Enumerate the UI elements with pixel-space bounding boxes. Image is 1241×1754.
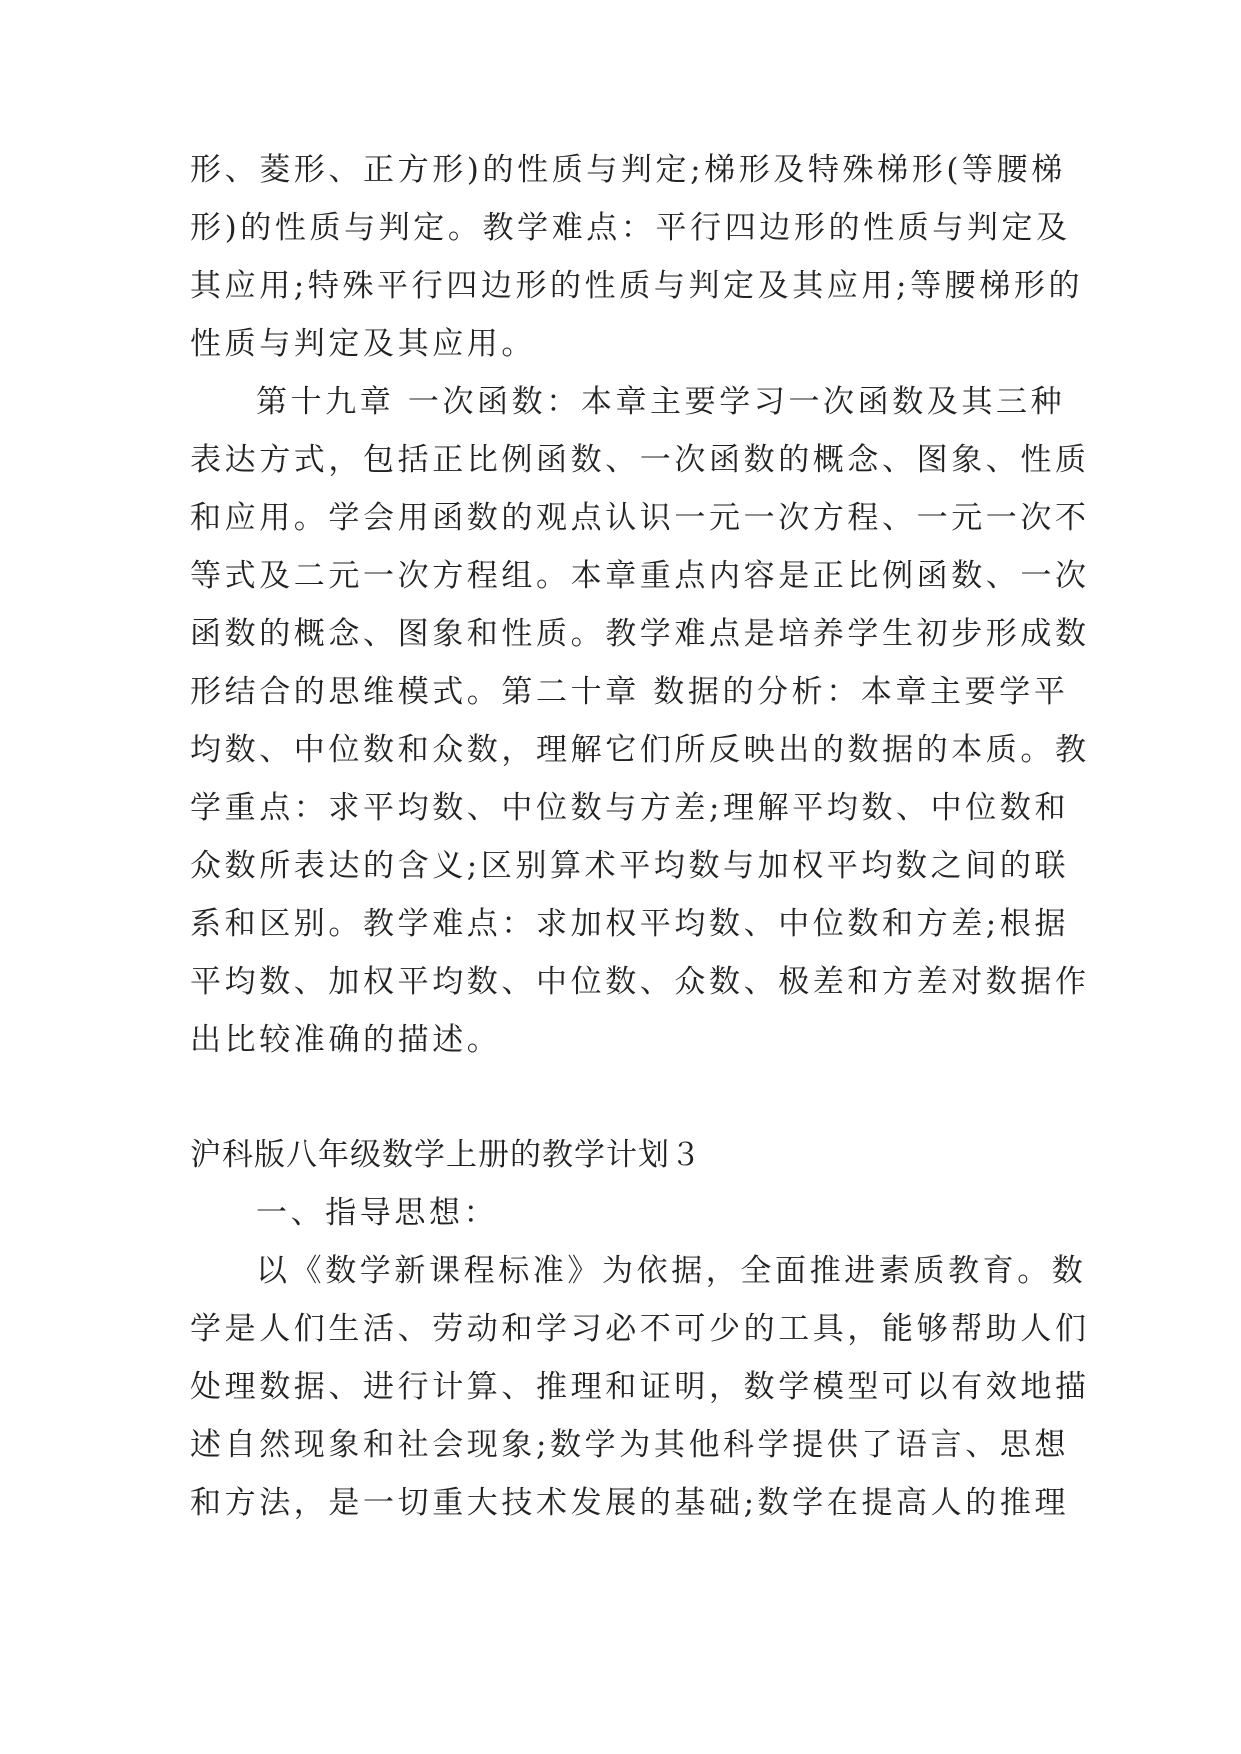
section-title: 沪科版八年级数学上册的教学计划３ <box>190 1137 702 1173</box>
paragraph-line: 众数所表达的含义;区别算术平均数与加权平均数之间的联 <box>190 848 1070 884</box>
subheading: 一、指导思想： <box>256 1195 499 1231</box>
paragraph-line: 系和区别。教学难点：求加权平均数、中位数和方差;根据 <box>190 906 1070 942</box>
paragraph-line: 述自然现象和社会现象;数学为其他科学提供了语言、思想 <box>190 1427 1070 1463</box>
paragraph-line: 形结合的思维模式。第二十章 数据的分析：本章主要学平 <box>190 674 1069 710</box>
paragraph-line: 其应用;特殊平行四边形的性质与判定及其应用;等腰梯形的 <box>190 268 1084 304</box>
paragraph-line: 和方法，是一切重大技术发展的基础;数学在提高人的推理 <box>190 1485 1070 1521</box>
paragraph-line: 形)的性质与判定。教学难点：平行四边形的性质与判定及 <box>190 210 1071 246</box>
paragraph-line: 性质与判定及其应用。 <box>190 326 536 362</box>
paragraph-line: 以《数学新课程标准》为依据，全面推进素质教育。数 <box>256 1253 1087 1289</box>
paragraph-line: 出比较准确的描述。 <box>190 1022 502 1058</box>
paragraph-line: 等式及二元一次方程组。本章重点内容是正比例函数、一次 <box>190 558 1090 594</box>
paragraph-line: 学是人们生活、劳动和学习必不可少的工具，能够帮助人们 <box>190 1311 1090 1347</box>
paragraph-line: 形、菱形、正方形)的性质与判定;梯形及特殊梯形(等腰梯 <box>190 152 1066 188</box>
paragraph-line: 处理数据、进行计算、推理和证明，数学模型可以有效地描 <box>190 1369 1090 1405</box>
paragraph-line: 学重点：求平均数、中位数与方差;理解平均数、中位数和 <box>190 790 1070 826</box>
paragraph-line: 均数、中位数和众数，理解它们所反映出的数据的本质。教 <box>190 732 1090 768</box>
paragraph-line: 函数的概念、图象和性质。教学难点是培养学生初步形成数 <box>190 616 1090 652</box>
paragraph-line: 第十九章 一次函数：本章主要学习一次函数及其三种 <box>256 384 1066 420</box>
paragraph-line: 平均数、加权平均数、中位数、众数、极差和方差对数据作 <box>190 964 1090 1000</box>
paragraph-line: 表达方式，包括正比例函数、一次函数的概念、图象、性质 <box>190 442 1090 478</box>
paragraph-line: 和应用。学会用函数的观点认识一元一次方程、一元一次不 <box>190 500 1090 536</box>
